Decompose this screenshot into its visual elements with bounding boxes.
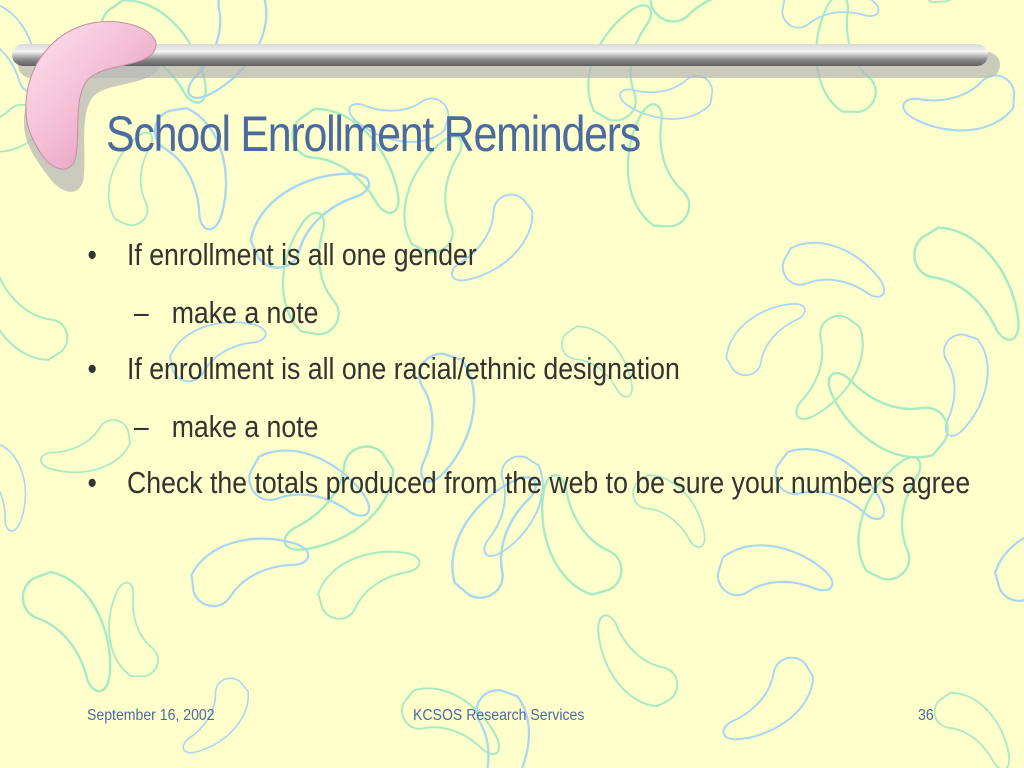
bullet-item xyxy=(84,346,996,392)
sub-bullet-item xyxy=(84,290,996,336)
bullet-item xyxy=(84,460,996,506)
bullet-list xyxy=(84,232,996,506)
bullet-text: make a note xyxy=(171,409,319,444)
slide-number: 36 xyxy=(918,707,934,724)
footer-organization: KCSOS Research Services xyxy=(413,707,585,724)
dash-marker: – xyxy=(133,295,149,330)
bullet-marker: • xyxy=(87,237,97,272)
bullet-marker: • xyxy=(87,351,97,386)
bullet-text: If enrollment is all one racial/ethnic designation xyxy=(127,351,680,386)
footer-date: September 16, 2002 xyxy=(87,707,215,724)
bullet-item xyxy=(84,232,996,278)
dash-marker: – xyxy=(133,409,149,444)
bullet-text: If enrollment is all one gender xyxy=(127,237,477,272)
bullet-text: make a note xyxy=(171,295,319,330)
bullet-text: Check the totals produced from the web to be sure your numbers agree xyxy=(127,465,971,500)
sub-bullet-item xyxy=(84,404,996,450)
bullet-marker: • xyxy=(87,465,97,500)
slide-title: School Enrollment Reminders xyxy=(106,106,640,162)
rod-bar xyxy=(12,44,988,66)
